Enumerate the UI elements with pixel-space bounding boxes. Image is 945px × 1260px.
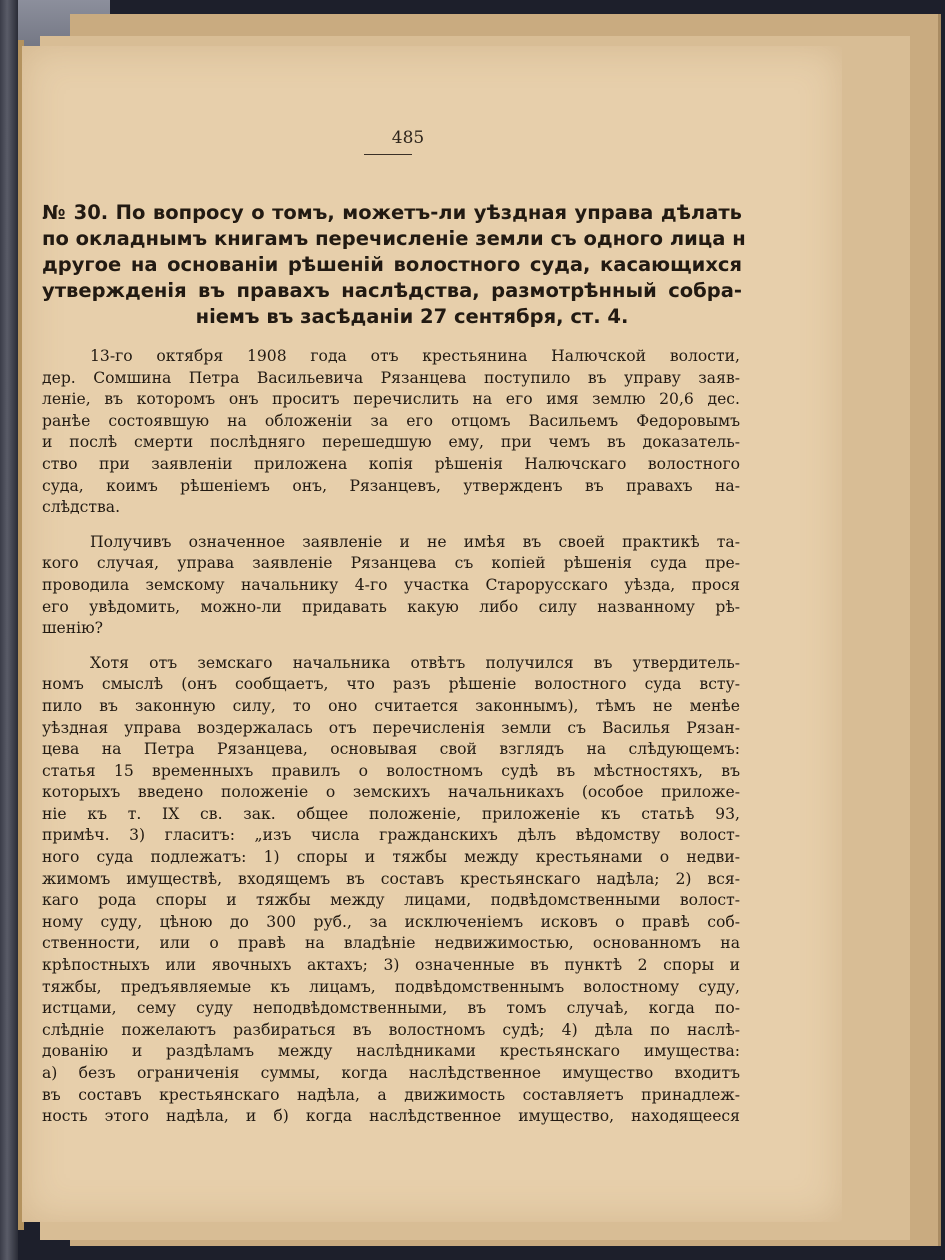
text-line: слѣдства.: [42, 498, 121, 517]
text-line: въ составъ крестьянскаго надѣла, а движимость составляетъ принадлеж-: [42, 1085, 740, 1104]
text-line: шенію?: [42, 619, 104, 638]
text-line: ніе къ т. IX св. зак. общее положеніе, приложеніе къ статьѣ 93,: [42, 804, 740, 823]
text-line: пило въ законную силу, то оно считается законнымъ), тѣмъ не менѣе: [42, 696, 740, 715]
section-heading: [42, 200, 746, 330]
book-binding: [0, 0, 18, 1260]
text-line: ство при заявленіи приложена копія рѣшенія Налючскаго волостного: [42, 454, 740, 473]
heading-line: другое на основаніи рѣшеній волостного суда, касающихся: [42, 253, 742, 276]
text-line: его увѣдомить, можно-ли придавать какую либо силу названному рѣ-: [42, 597, 740, 616]
paragraph-1: [42, 346, 740, 519]
text-line: проводила земскому начальнику 4-го участка Старорусскаго уѣзда, прося: [42, 575, 740, 594]
heading-line: по окладнымъ книгамъ перечисленіе земли съ одного лица н: [42, 227, 746, 250]
heading-line: ніемъ въ засѣданіи 27 сентября, ст. 4.: [195, 305, 629, 328]
text-line: и послѣ смерти послѣдняго перешедшую ему, при чемъ въ доказатель-: [42, 433, 740, 452]
text-line: номъ смыслѣ (онъ сообщаетъ, что разъ рѣшеніе волостного суда всту-: [42, 675, 740, 694]
text-line: каго рода споры и тяжбы между лицами, подвѣдомственными волост-: [42, 891, 740, 910]
text-line: жимомъ имуществѣ, входящемъ въ составъ крестьянскаго надѣла; 2) вся-: [42, 869, 740, 888]
text-line: дованію и раздѣламъ между наслѣдниками крестьянскаго имущества:: [42, 1042, 740, 1061]
text-line: которыхъ введено положеніе о земскихъ начальникахъ (особое приложе-: [42, 783, 740, 802]
paragraph-3: [42, 653, 740, 1128]
text-line: слѣдніе пожелаютъ разбираться въ волостномъ судѣ; 4) дѣла по наслѣ-: [42, 1020, 740, 1039]
text-line: тяжбы, предъявляемые къ лицамъ, подвѣдомственнымъ волостному суду,: [42, 977, 740, 996]
text-line: ранѣе состоявшую на обложеніи за его отцомъ Васильемъ Федоровымъ: [42, 411, 740, 430]
text-line: крѣпостныхъ или явочныхъ актахъ; 3) означенные въ пунктѣ 2 споры и: [42, 956, 740, 975]
text-line: 13-го октября 1908 года отъ крестьянина Налючской волости,: [90, 347, 740, 365]
text-line: цева на Петра Рязанцева, основывая свой взглядъ на слѣдующемъ:: [42, 740, 740, 759]
page-number: 485: [391, 128, 425, 148]
text-line: ного суда подлежатъ: 1) споры и тяжбы между крестьянами о недви-: [42, 848, 740, 867]
text-line: суда, коимъ рѣшеніемъ онъ, Рязанцевъ, утвержденъ въ правахъ на-: [42, 476, 740, 495]
text-line: Получивъ означенное заявленіе и не имѣя въ своей практикѣ та-: [90, 532, 740, 551]
text-line: дер. Сомшина Петра Васильевича Рязанцева поступило въ управу заяв-: [42, 368, 740, 387]
text-line: а) безъ ограниченія суммы, когда наслѣдственное имущество входитъ: [42, 1064, 740, 1082]
paragraph-2: [42, 532, 740, 640]
heading-line: № 30. По вопросу о томъ, можетъ-ли уѣздная управа дѣлать: [42, 201, 742, 224]
text-line: уѣздная управа воздержалась отъ перечисленія земли съ Василья Рязан-: [42, 718, 740, 737]
text-line: кого случая, управа заявленіе Рязанцева съ копіей рѣшенія суда пре-: [42, 554, 740, 573]
page-sheet: [22, 46, 842, 1222]
text-line: Хотя отъ земскаго начальника отвѣтъ получился въ утвердитель-: [90, 653, 740, 672]
text-line: статья 15 временныхъ правилъ о волостномъ судѣ въ мѣстностяхъ, въ: [42, 761, 740, 780]
text-line: леніе, въ которомъ онъ проситъ перечислить на его имя землю 20,6 дес.: [42, 390, 740, 409]
heading-line: утвержденія въ правахъ наслѣдства, размотрѣнный собра-: [42, 279, 742, 302]
text-line: примѣч. 3) гласитъ: „изъ числа гражданскихъ дѣлъ вѣдомству волост-: [42, 826, 740, 845]
page-number-underline: [364, 154, 412, 155]
text-line: ность этого надѣла, и б) когда наслѣдственное имущество, находящееся: [42, 1107, 740, 1126]
text-line: истцами, сему суду неподвѣдомственными, въ томъ случаѣ, когда по-: [42, 999, 740, 1018]
text-line: ному суду, цѣною до 300 руб., за исключеніемъ исковъ о правѣ соб-: [42, 912, 740, 931]
body-text: [42, 346, 740, 1141]
text-line: ственности, или о правѣ на владѣніе недвижимостью, основанномъ на: [42, 934, 740, 953]
